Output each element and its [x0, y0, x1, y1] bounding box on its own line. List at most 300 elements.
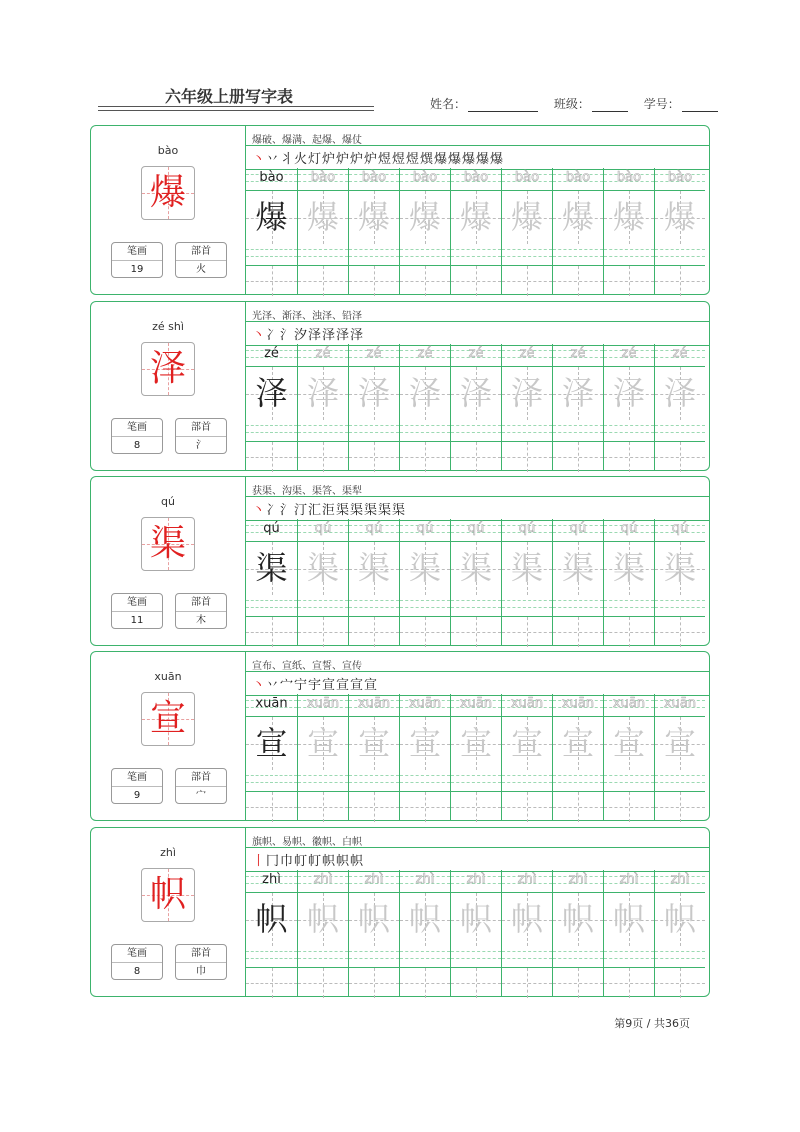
pinyin-cell	[451, 519, 501, 541]
pinyin-cell-empty[interactable]	[604, 419, 654, 441]
pinyin-cell	[604, 870, 654, 892]
writing-cell[interactable]	[604, 366, 654, 420]
writing-cell-empty[interactable]	[451, 967, 501, 998]
pinyin-cell	[553, 344, 603, 366]
writing-cell-empty[interactable]	[553, 791, 603, 822]
character-pinyin: zé shì	[152, 320, 184, 333]
trace-pinyin: bào	[310, 170, 336, 185]
writing-cell-empty[interactable]	[349, 265, 399, 296]
trace-character: 渠	[459, 549, 492, 587]
pinyin-cell-empty[interactable]	[553, 419, 603, 441]
class-label: 班级：	[553, 97, 590, 111]
writing-cell-empty[interactable]	[246, 791, 297, 822]
writing-cell-empty[interactable]	[298, 967, 348, 998]
page-number: 第9页 / 共36页	[614, 1017, 690, 1030]
pinyin-cell-empty[interactable]	[553, 945, 603, 967]
id-field[interactable]	[682, 99, 718, 112]
radical: 宀	[196, 790, 206, 801]
pinyin-cell-empty[interactable]	[502, 769, 552, 791]
pinyin-cell-empty[interactable]	[451, 769, 501, 791]
writing-cell[interactable]	[451, 190, 501, 244]
pinyin-cell-empty[interactable]	[604, 769, 654, 791]
practice-column	[552, 694, 603, 820]
practice-column	[603, 519, 654, 645]
pinyin-cell-empty[interactable]	[502, 945, 552, 967]
trace-pinyin: qú	[467, 521, 485, 536]
trace-pinyin: qú	[365, 521, 383, 536]
writing-cell[interactable]	[349, 366, 399, 420]
writing-cell-empty[interactable]	[553, 441, 603, 472]
character-info	[91, 126, 246, 294]
trace-character: 爆	[306, 198, 339, 236]
practice-column	[654, 168, 705, 294]
practice-column	[246, 870, 297, 996]
writing-cell-empty[interactable]	[349, 616, 399, 647]
pinyin-cell-empty[interactable]	[553, 769, 603, 791]
pinyin-cell	[655, 344, 705, 366]
writing-cell[interactable]	[604, 541, 654, 595]
writing-cell[interactable]	[655, 541, 705, 595]
practice-grid	[246, 870, 709, 996]
pinyin-cell-empty[interactable]	[349, 769, 399, 791]
writing-cell[interactable]	[298, 541, 348, 595]
trace-pinyin: zhì	[415, 872, 435, 887]
pinyin-cell-empty[interactable]	[451, 243, 501, 265]
trace-character: 渠	[612, 549, 645, 587]
trace-pinyin: xuān	[510, 696, 544, 711]
character-pinyin: bào	[157, 144, 179, 157]
practice-column	[654, 344, 705, 470]
pinyin-cell	[349, 519, 399, 541]
writing-cell[interactable]	[655, 366, 705, 420]
trace-pinyin: qú	[671, 521, 689, 536]
writing-cell-empty[interactable]	[553, 967, 603, 998]
pinyin-cell-empty[interactable]	[246, 243, 297, 265]
trace-pinyin: bào	[667, 170, 693, 185]
trace-pinyin: zé	[366, 346, 382, 361]
writing-cell[interactable]	[553, 541, 603, 595]
writing-cell-empty[interactable]	[655, 967, 705, 998]
pinyin-cell	[246, 519, 297, 541]
writing-cell-empty[interactable]	[655, 616, 705, 647]
page-title: 六年级上册写字表	[165, 87, 294, 106]
writing-cell[interactable]	[553, 366, 603, 420]
writing-cell[interactable]	[451, 892, 501, 946]
pinyin-cell-empty[interactable]	[451, 594, 501, 616]
pinyin-cell-empty[interactable]	[604, 243, 654, 265]
pinyin-cell	[502, 519, 552, 541]
writing-cell-empty[interactable]	[246, 265, 297, 296]
pinyin-cell	[604, 344, 654, 366]
writing-cell-empty[interactable]	[502, 265, 552, 296]
writing-cell-empty[interactable]	[502, 441, 552, 472]
practice-column	[399, 870, 450, 996]
pinyin-cell-empty[interactable]	[298, 945, 348, 967]
pinyin-cell-empty[interactable]	[246, 594, 297, 616]
writing-cell[interactable]	[604, 190, 654, 244]
pinyin-cell-empty[interactable]	[655, 945, 705, 967]
writing-cell-empty[interactable]	[502, 967, 552, 998]
writing-cell[interactable]	[298, 892, 348, 946]
trace-pinyin: bào	[361, 170, 387, 185]
writing-cell-empty[interactable]	[400, 265, 450, 296]
example-words: 旗帜、易帜、徽帜、白帜	[252, 837, 362, 848]
writing-cell-empty[interactable]	[400, 616, 450, 647]
trace-pinyin: zé	[570, 346, 586, 361]
character-box	[141, 692, 195, 746]
writing-cell-empty[interactable]	[400, 441, 450, 472]
pinyin-cell	[400, 694, 450, 716]
writing-cell[interactable]	[655, 892, 705, 946]
trace-character: 泽	[408, 374, 441, 412]
trace-character: 宣	[663, 724, 696, 762]
stroke-count-box	[111, 418, 163, 454]
pinyin-cell-empty[interactable]	[400, 419, 450, 441]
pinyin-cell	[400, 519, 450, 541]
practice-column	[348, 519, 399, 645]
pinyin-cell-empty[interactable]	[349, 419, 399, 441]
trace-pinyin: qú	[314, 521, 332, 536]
writing-cell[interactable]	[502, 541, 552, 595]
pinyin-cell-empty[interactable]	[349, 945, 399, 967]
writing-cell-empty[interactable]	[604, 616, 654, 647]
model-pinyin: bào	[259, 170, 284, 185]
practice-grid	[246, 694, 709, 820]
writing-cell[interactable]	[451, 366, 501, 420]
trace-pinyin: zhì	[517, 872, 537, 887]
radical-label: 部首	[176, 419, 226, 437]
trace-pinyin: xuān	[663, 696, 697, 711]
trace-pinyin: xuān	[459, 696, 493, 711]
writing-cell[interactable]	[451, 716, 501, 770]
writing-cell[interactable]	[502, 366, 552, 420]
writing-cell[interactable]	[246, 366, 297, 420]
pinyin-cell	[246, 168, 297, 190]
practice-column	[552, 870, 603, 996]
pinyin-cell	[655, 519, 705, 541]
student-fields	[430, 95, 718, 112]
stroke-count: 9	[133, 790, 141, 801]
writing-cell-empty[interactable]	[451, 265, 501, 296]
radical-box	[175, 593, 227, 629]
practice-column	[297, 344, 348, 470]
practice-column	[348, 694, 399, 820]
pinyin-cell-empty[interactable]	[400, 243, 450, 265]
pinyin-cell-empty[interactable]	[655, 243, 705, 265]
writing-cell[interactable]	[400, 366, 450, 420]
pinyin-cell-empty[interactable]	[400, 594, 450, 616]
pinyin-cell	[655, 870, 705, 892]
trace-character: 渠	[306, 549, 339, 587]
stroke-order-row	[246, 496, 709, 521]
model-pinyin: xuān	[255, 696, 288, 711]
writing-cell-empty[interactable]	[246, 967, 297, 998]
pinyin-cell	[400, 168, 450, 190]
pinyin-cell-empty[interactable]	[655, 594, 705, 616]
writing-cell-empty[interactable]	[298, 616, 348, 647]
trace-pinyin: xuān	[306, 696, 340, 711]
pinyin-cell-empty[interactable]	[451, 945, 501, 967]
pinyin-cell-empty[interactable]	[553, 243, 603, 265]
writing-cell-empty[interactable]	[502, 791, 552, 822]
writing-cell[interactable]	[298, 190, 348, 244]
writing-cell-empty[interactable]	[451, 616, 501, 647]
writing-cell-empty[interactable]	[400, 967, 450, 998]
writing-cell-empty[interactable]	[246, 441, 297, 472]
writing-cell[interactable]	[655, 716, 705, 770]
writing-cell-empty[interactable]	[451, 441, 501, 472]
stroke-order-row	[246, 321, 709, 346]
pinyin-cell	[349, 344, 399, 366]
pinyin-cell-empty[interactable]	[246, 419, 297, 441]
writing-cell-empty[interactable]	[349, 967, 399, 998]
pinyin-cell	[604, 519, 654, 541]
practice-column	[297, 168, 348, 294]
writing-cell[interactable]	[451, 541, 501, 595]
writing-cell-empty[interactable]	[655, 441, 705, 472]
trace-pinyin: zhì	[466, 872, 486, 887]
trace-pinyin: bào	[514, 170, 540, 185]
writing-cell[interactable]	[604, 892, 654, 946]
model-pinyin: zhì	[262, 872, 281, 887]
writing-cell[interactable]	[349, 716, 399, 770]
writing-cell[interactable]	[502, 716, 552, 770]
practice-column	[654, 870, 705, 996]
pinyin-cell	[298, 344, 348, 366]
trace-pinyin: zé	[315, 346, 331, 361]
writing-cell[interactable]	[553, 190, 603, 244]
pinyin-cell-empty[interactable]	[349, 243, 399, 265]
trace-character: 泽	[306, 374, 339, 412]
trace-pinyin: bào	[463, 170, 489, 185]
pinyin-cell	[502, 694, 552, 716]
model-pinyin: zé	[264, 346, 279, 361]
radical: 木	[196, 615, 206, 626]
trace-pinyin: qú	[569, 521, 587, 536]
stroke-count-box	[111, 593, 163, 629]
writing-cell[interactable]	[298, 716, 348, 770]
practice-column	[246, 519, 297, 645]
pinyin-cell-empty[interactable]	[604, 945, 654, 967]
example-words: 爆破、爆满、起爆、爆仗	[252, 135, 362, 146]
practice-column	[450, 870, 501, 996]
pinyin-cell	[553, 694, 603, 716]
writing-cell-empty[interactable]	[502, 616, 552, 647]
trace-pinyin: zé	[519, 346, 535, 361]
trace-character: 泽	[663, 374, 696, 412]
trace-pinyin: qú	[620, 521, 638, 536]
pinyin-cell	[349, 168, 399, 190]
pinyin-cell-empty[interactable]	[655, 419, 705, 441]
radical: 巾	[196, 966, 206, 977]
character-box	[141, 517, 195, 571]
trace-character: 泽	[510, 374, 543, 412]
practice-area	[246, 652, 709, 820]
practice-column	[654, 519, 705, 645]
writing-cell-empty[interactable]	[298, 441, 348, 472]
trace-character: 爆	[663, 198, 696, 236]
stroke-order: 丶丷丬火灯炉炉炉炉煜煜煜熼爆爆爆爆爆	[252, 152, 505, 167]
writing-cell-empty[interactable]	[655, 265, 705, 296]
writing-cell[interactable]	[502, 190, 552, 244]
id-label: 学号：	[643, 97, 680, 111]
practice-column	[399, 519, 450, 645]
writing-cell[interactable]	[502, 892, 552, 946]
trace-character: 帜	[510, 900, 543, 938]
character-box	[141, 868, 195, 922]
trace-character: 爆	[459, 198, 492, 236]
writing-cell[interactable]	[400, 541, 450, 595]
practice-column	[450, 344, 501, 470]
class-field[interactable]	[592, 99, 628, 112]
writing-cell[interactable]	[246, 190, 297, 244]
trace-character: 泽	[459, 374, 492, 412]
writing-cell[interactable]	[553, 716, 603, 770]
writing-cell[interactable]	[400, 716, 450, 770]
practice-column	[348, 168, 399, 294]
practice-column	[450, 168, 501, 294]
trace-pinyin: xuān	[612, 696, 646, 711]
practice-column	[501, 870, 552, 996]
stroke-count-box	[111, 768, 163, 804]
character-info	[91, 652, 246, 820]
writing-cell[interactable]	[246, 892, 297, 946]
writing-cell-empty[interactable]	[604, 967, 654, 998]
writing-cell[interactable]	[349, 190, 399, 244]
trace-character: 爆	[561, 198, 594, 236]
radical-box	[175, 418, 227, 454]
pinyin-cell-empty[interactable]	[502, 243, 552, 265]
pinyin-cell-empty[interactable]	[400, 945, 450, 967]
trace-character: 帜	[408, 900, 441, 938]
trace-character: 帜	[612, 900, 645, 938]
writing-cell-empty[interactable]	[655, 791, 705, 822]
character: 爆	[149, 172, 186, 213]
practice-column	[450, 519, 501, 645]
pinyin-cell	[553, 519, 603, 541]
stroke-count: 8	[133, 440, 141, 451]
trace-character: 渠	[408, 549, 441, 587]
pinyin-cell	[502, 168, 552, 190]
trace-pinyin: zé	[672, 346, 688, 361]
pinyin-cell-empty[interactable]	[451, 419, 501, 441]
trace-pinyin: qú	[518, 521, 536, 536]
writing-cell-empty[interactable]	[553, 265, 603, 296]
trace-character: 宣	[612, 724, 645, 762]
stroke-order: 丶丷宀宁宇宣宣宣宣	[252, 678, 379, 693]
writing-cell[interactable]	[553, 892, 603, 946]
pinyin-cell	[553, 168, 603, 190]
radical: 火	[196, 264, 206, 275]
practice-column	[552, 344, 603, 470]
pinyin-cell	[400, 344, 450, 366]
writing-cell[interactable]	[349, 892, 399, 946]
practice-column	[399, 694, 450, 820]
pinyin-cell-empty[interactable]	[298, 769, 348, 791]
character-box	[141, 342, 195, 396]
practice-column	[552, 519, 603, 645]
trace-character: 宣	[561, 724, 594, 762]
stroke-count: 19	[130, 264, 144, 275]
pinyin-cell-empty[interactable]	[298, 243, 348, 265]
writing-cell-empty[interactable]	[246, 616, 297, 647]
trace-character: 渠	[510, 549, 543, 587]
trace-pinyin: zé	[468, 346, 484, 361]
trace-character: 宣	[510, 724, 543, 762]
practice-area	[246, 126, 709, 294]
character-card	[90, 125, 710, 295]
writing-cell-empty[interactable]	[604, 265, 654, 296]
writing-cell-empty[interactable]	[349, 441, 399, 472]
stroke-count-label: 笔画	[112, 419, 162, 437]
writing-cell-empty[interactable]	[604, 791, 654, 822]
trace-character: 爆	[510, 198, 543, 236]
writing-cell-empty[interactable]	[553, 616, 603, 647]
writing-cell[interactable]	[246, 541, 297, 595]
radical-label: 部首	[176, 769, 226, 787]
pinyin-cell-empty[interactable]	[502, 594, 552, 616]
pinyin-cell-empty[interactable]	[298, 594, 348, 616]
character-card	[90, 476, 710, 646]
practice-grid	[246, 519, 709, 645]
character-info	[91, 828, 246, 996]
writing-cell[interactable]	[246, 716, 297, 770]
name-field[interactable]	[468, 99, 538, 112]
pinyin-cell-empty[interactable]	[349, 594, 399, 616]
name-label: 姓名：	[430, 97, 467, 111]
pinyin-cell-empty[interactable]	[655, 769, 705, 791]
trace-character: 帜	[459, 900, 492, 938]
writing-cell-empty[interactable]	[349, 791, 399, 822]
pinyin-cell-empty[interactable]	[502, 419, 552, 441]
practice-column	[297, 870, 348, 996]
writing-cell[interactable]	[604, 716, 654, 770]
pinyin-cell-empty[interactable]	[246, 945, 297, 967]
pinyin-cell-empty[interactable]	[604, 594, 654, 616]
example-words: 获渠、沟渠、渠答、渠犁	[252, 486, 362, 497]
writing-cell[interactable]	[655, 190, 705, 244]
trace-character: 帜	[663, 900, 696, 938]
stroke-order-row	[246, 671, 709, 696]
practice-column	[297, 519, 348, 645]
pinyin-cell-empty[interactable]	[400, 769, 450, 791]
trace-character: 渠	[561, 549, 594, 587]
writing-cell-empty[interactable]	[298, 265, 348, 296]
writing-cell-empty[interactable]	[298, 791, 348, 822]
pinyin-cell	[349, 694, 399, 716]
writing-cell-empty[interactable]	[400, 791, 450, 822]
trace-pinyin: xuān	[408, 696, 442, 711]
pinyin-cell-empty[interactable]	[553, 594, 603, 616]
trace-pinyin: bào	[565, 170, 591, 185]
character: 泽	[149, 348, 186, 389]
trace-pinyin: zé	[621, 346, 637, 361]
pinyin-cell	[451, 694, 501, 716]
writing-cell-empty[interactable]	[451, 791, 501, 822]
writing-cell[interactable]	[400, 892, 450, 946]
trace-character: 宣	[357, 724, 390, 762]
stroke-count-label: 笔画	[112, 594, 162, 612]
writing-cell[interactable]	[349, 541, 399, 595]
pinyin-cell	[298, 519, 348, 541]
writing-cell-empty[interactable]	[604, 441, 654, 472]
pinyin-cell-empty[interactable]	[246, 769, 297, 791]
writing-cell[interactable]	[400, 190, 450, 244]
writing-cell[interactable]	[298, 366, 348, 420]
example-words: 光泽、渐泽、浊泽、铅泽	[252, 311, 362, 322]
pinyin-cell-empty[interactable]	[298, 419, 348, 441]
practice-column	[297, 694, 348, 820]
